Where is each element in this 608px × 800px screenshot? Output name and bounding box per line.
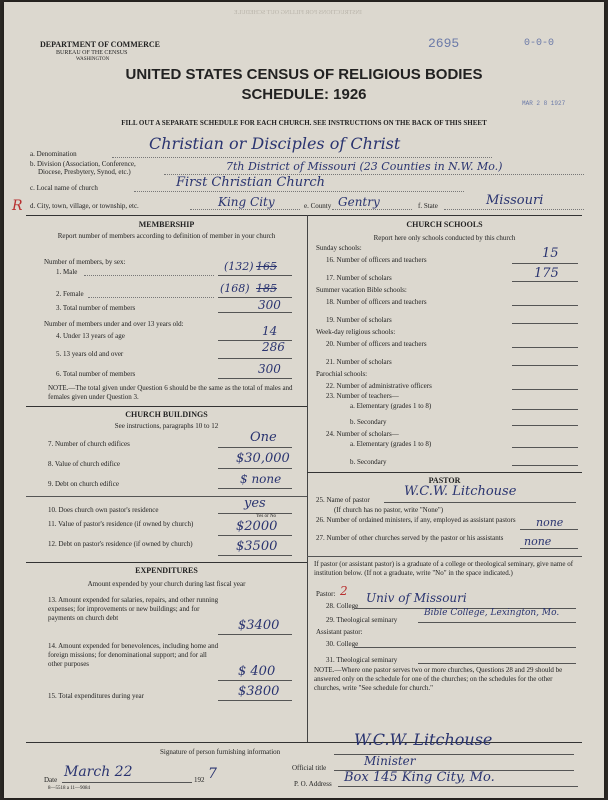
q9-label: 9. Debt on church edifice [48,480,119,488]
sunday-label: Sunday schools: [316,244,362,252]
summer-label: Summer vacation Bible schools: [316,286,407,294]
q13-label: 13. Amount expended for salaries, repairs, and other running expenses; for improvements or new buildings; and for payments on church debt [48,596,219,622]
q16-label: 16. Number of officers and teachers [326,256,427,264]
expenditures-sub: Amount expended by your church during last fiscal year [87,580,246,588]
q9-value: $ none [240,472,282,486]
state-value: Missouri [486,193,544,208]
code-stamp: 0-0-0 [524,38,555,49]
date-received-stamp: MAR 2 8 1927 [522,100,566,107]
q10-value: yes [244,496,266,511]
official-title-label: Official title [292,764,327,772]
q23-label: 23. Number of teachers— [326,392,399,400]
division-label-line2: Diocese, Presbytery, Synod, etc.) [38,168,131,176]
q24a-label: a. Elementary (grades 1 to 8) [350,440,432,448]
schools-intro: Report here only schools conducted by this church [373,234,516,242]
parochial-label: Parochial schools: [316,370,368,378]
membership-intro: Report number of members according to definition of member in your church [57,232,276,240]
form-title: UNITED STATES CENSUS OF RELIGIOUS BODIES [125,66,483,83]
denomination-value: Christian or Disciples of Christ [149,134,401,153]
po-address-label: P. O. Address [294,780,332,788]
bureau-name: BUREAU OF THE CENSUS [56,50,128,56]
pastor-label: Pastor: [316,590,336,598]
local-name-value: First Christian Church [176,175,325,190]
q18-label: 18. Number of officers and teachers [326,298,427,306]
bleed-through-text: INSTRUCTIONS FOR FILLING OUT SCHEDULE [234,10,362,16]
county-label: e. County [304,202,332,210]
date-value: March 22 [64,764,133,780]
q2-label: 2. Female [56,290,84,298]
membership-heading: MEMBERSHIP [138,220,195,229]
city-label: d. City, town, village, or township, etc. [30,202,139,210]
bureau-city: WASHINGTON [76,57,110,62]
serial-number: 2695 [428,36,460,51]
q6-label: 6. Total number of members [56,370,136,378]
q25-value: W.C.W. Litchouse [404,484,517,499]
q5-label: 5. 13 years old and over [56,350,124,358]
q24b-label: b. Secondary [350,458,387,466]
membership-note: NOTE.—The total given under Question 6 should be the same as the total of males and females given under Question 3. [48,384,293,401]
division-value: 7th District of Missouri (23 Counties in N.W. Mo.) [226,160,503,173]
buildings-sub: See instructions, paragraphs 10 to 12 [114,422,219,430]
q15-value: $3800 [238,684,280,699]
assistant-label: Assistant pastor: [316,628,363,636]
q16-value: 15 [542,246,559,261]
date-label: Date [44,776,58,784]
q12-label: 12. Debt on pastor's residence (if owned by church) [48,540,193,548]
q10-hint: Yes or No [256,514,277,519]
schools-heading: CHURCH SCHOOLS [406,220,483,229]
age-intro: Number of members under and over 13 years old: [44,320,184,328]
q1-label: 1. Male [56,268,78,276]
q13-value: $3400 [238,618,280,633]
form-instruction: FILL OUT A SEPARATE SCHEDULE FOR EACH CHURCH. SEE INSTRUCTIONS ON THE BACK OF THIS SHEET [121,119,487,127]
q1-struck-value: 165 [256,260,277,273]
year-prefix: 192 [194,776,205,784]
buildings-heading: CHURCH BUILDINGS [125,410,208,419]
q26-value: none [536,516,564,529]
q1-value: (132) [224,260,254,273]
q26-label: 26. Number of ordained ministers, if any, employed as assistant pastors [316,516,516,524]
q28-value: Univ of Missouri [366,591,467,605]
pastor-heading: PASTOR [428,476,461,485]
q17-value: 175 [534,266,559,281]
q7-value: One [250,430,277,445]
q30-label: 30. College [326,640,359,648]
q4-label: 4. Under 13 years of age [56,332,125,340]
q28-label: 28. College [326,602,359,610]
college-note: If pastor (or assistant pastor) is a graduate of a college or theological seminary, give name of institution below. (If not a graduate, write "No" in the space indicated.) [314,560,574,577]
county-value: Gentry [338,195,380,209]
q11-value: $2000 [236,519,278,534]
schedule-title: SCHEDULE: 1926 [241,86,367,103]
q27-label: 27. Number of other churches served by the pastor or his assistants [316,534,504,542]
weekday-label: Week-day religious schools: [316,328,396,336]
r-mark: R [12,198,23,214]
q24-label: 24. Number of scholars— [326,430,399,438]
q7-label: 7. Number of church edifices [48,440,130,448]
pastor-note: NOTE.—Where one pastor serves two or more churches, Questions 28 and 29 should be answered only on the schedule for one of the churches; on the schedules for the other churches, write "See schedule for church." [314,666,563,692]
q14-label: 14. Amount expended for benevolences, including home and foreign missions; for denominational support; and for all other purposes [48,642,219,668]
q3-label: 3. Total number of members [56,304,136,312]
local-name-label: c. Local name of church [30,184,98,192]
q3-value: 300 [258,298,281,312]
q25-label: 25. Name of pastor [316,496,370,504]
q23b-label: b. Secondary [350,418,387,426]
q10-label: 10. Does church own pastor's residence [48,506,159,514]
q5-value: 286 [262,340,285,354]
q23a-label: a. Elementary (grades 1 to 8) [350,402,432,410]
year-value: 7 [208,766,217,782]
q19-label: 19. Number of scholars [326,316,392,324]
city-value: King City [218,195,275,209]
q8-label: 8. Value of church edifice [48,460,120,468]
census-form [4,2,604,798]
state-label: f. State [418,202,438,210]
q29-label: 29. Theological seminary [326,616,398,624]
official-title-value: Minister [364,754,416,768]
q29-value: Bible College, Lexington, Mo. [424,608,560,618]
q14-value: $ 400 [238,664,276,679]
signature-label: Signature of person furnishing information [160,748,281,756]
denomination-label: a. Denomination [30,150,77,158]
q22-label: 22. Number of administrative officers [326,382,432,390]
q25-hint: (If church has no pastor, write "None") [334,506,444,514]
pastor-mark: 2 [340,584,348,598]
by-sex-label: Number of members, by sex: [44,258,126,266]
q27-value: none [524,535,552,548]
q11-label: 11. Value of pastor's residence (if owned by church) [48,520,194,528]
q4-value: 14 [262,324,278,338]
q6-value: 300 [258,362,281,376]
q2-struck-value: 185 [256,282,277,295]
expenditures-heading: EXPENDITURES [135,566,198,575]
q15-label: 15. Total expenditures during year [48,692,144,700]
signature-value: W.C.W. Litchouse [354,730,493,749]
po-address-value: Box 145 King City, Mo. [344,770,495,785]
q2-value: (168) [220,282,250,295]
department-name: DEPARTMENT OF COMMERCE [40,40,161,49]
q20-label: 20. Number of officers and teachers [326,340,427,348]
q31-label: 31. Theological seminary [326,656,398,664]
division-label-line1: b. Division (Association, Conference, [30,160,136,168]
q17-label: 17. Number of scholars [326,274,392,282]
q8-value: $30,000 [236,451,290,466]
form-code: 8—5518 a 11—9084 [48,786,91,791]
q12-value: $3500 [236,539,278,554]
q21-label: 21. Number of scholars [326,358,392,366]
